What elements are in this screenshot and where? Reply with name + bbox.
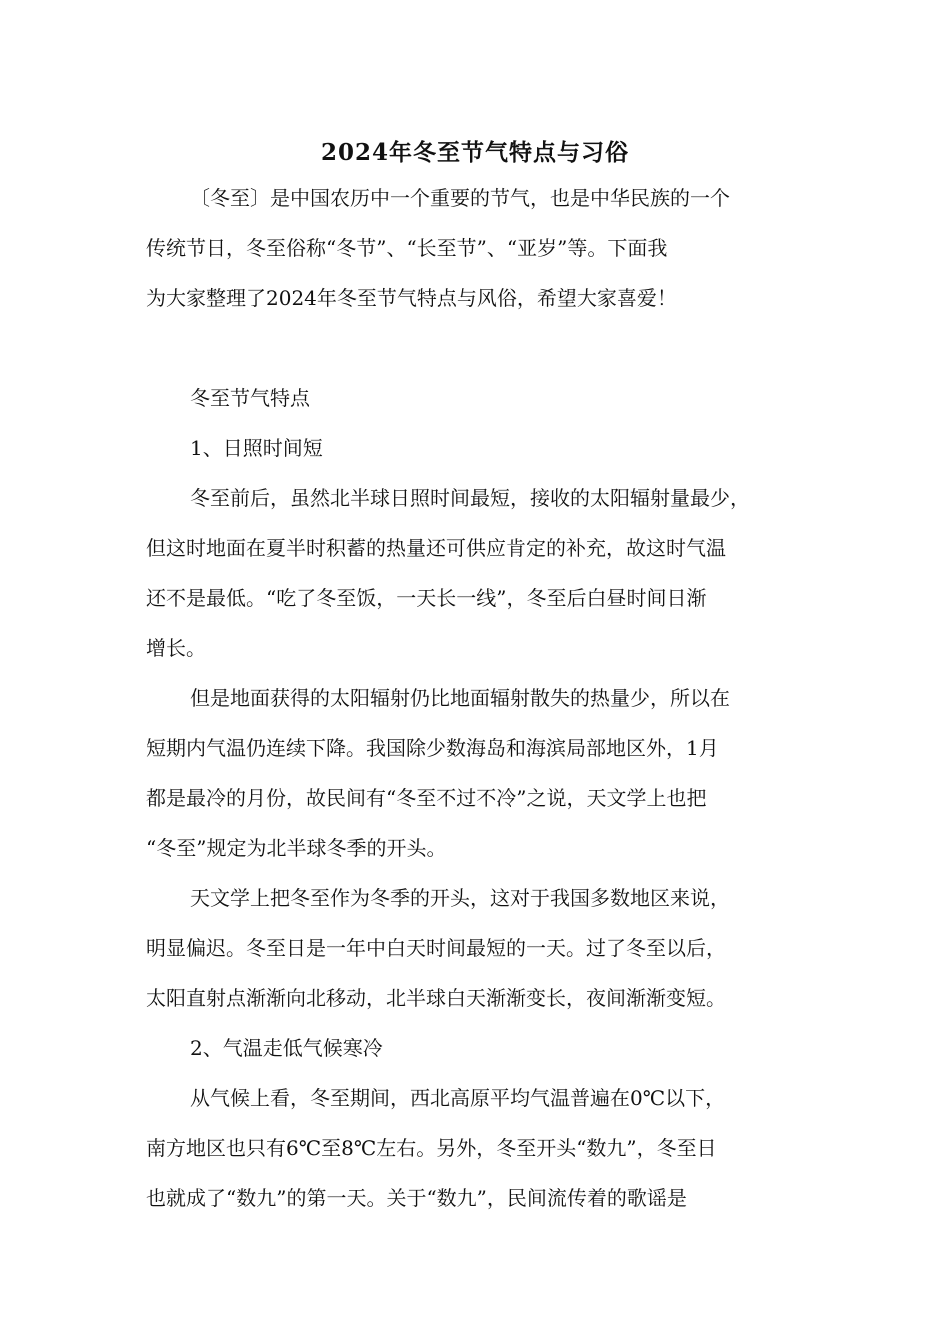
paragraph-line: 天文学上把冬至作为冬季的开头，这对于我国多数地区来说， (190, 886, 730, 910)
section-heading: 冬至节气特点 (190, 386, 310, 410)
paragraph-line: 明显偏迟。冬至日是一年中白天时间最短的一天。过了冬至以后， (146, 936, 726, 960)
paragraph-line: 但是地面获得的太阳辐射仍比地面辐射散失的热量少，所以在 (190, 686, 730, 710)
paragraph-line: 太阳直射点渐渐向北移动，北半球白天渐渐变长，夜间渐渐变短。 (146, 986, 726, 1010)
paragraph-line: 都是最冷的月份，故民间有“冬至不过不冷”之说，天文学上也把 (146, 786, 707, 810)
paragraph-line: 还不是最低。“吃了冬至饭，一天长一线”，冬至后白昼时间日渐 (146, 586, 707, 610)
paragraph-line: 短期内气温仍连续下降。我国除少数海岛和海滨局部地区外，1月 (146, 736, 719, 760)
paragraph-line: 也就成了“数九”的第一天。关于“数九”，民间流传着的歌谣是 (146, 1186, 687, 1210)
paragraph-line: 南方地区也只有6℃至8℃左右。另外，冬至开头“数九”，冬至日 (146, 1136, 717, 1160)
paragraph-line: 但这时地面在夏半时积蓄的热量还可供应肯定的补充，故这时气温 (146, 536, 726, 560)
paragraph-line: 〔冬至〕是中国农历中一个重要的节气，也是中华民族的一个 (190, 186, 730, 210)
subsection-heading: 2、气温走低气候寒冷 (190, 1036, 383, 1060)
document-title: 2024年冬至节气特点与习俗 (320, 139, 629, 166)
paragraph-line: 冬至前后，虽然北半球日照时间最短，接收的太阳辐射量最少， (190, 486, 750, 510)
paragraph-line: 从气候上看，冬至期间，西北高原平均气温普遍在0℃以下， (190, 1086, 726, 1110)
paragraph-line: 增长。 (146, 636, 206, 660)
paragraph-line: “冬至”规定为北半球冬季的开头。 (146, 836, 447, 860)
subsection-heading: 1、日照时间短 (190, 436, 323, 460)
paragraph-line: 传统节日，冬至俗称“冬节”、“长至节”、“亚岁”等。下面我 (146, 236, 668, 260)
paragraph-line: 为大家整理了2024年冬至节气特点与风俗，希望大家喜爱！ (146, 286, 677, 310)
